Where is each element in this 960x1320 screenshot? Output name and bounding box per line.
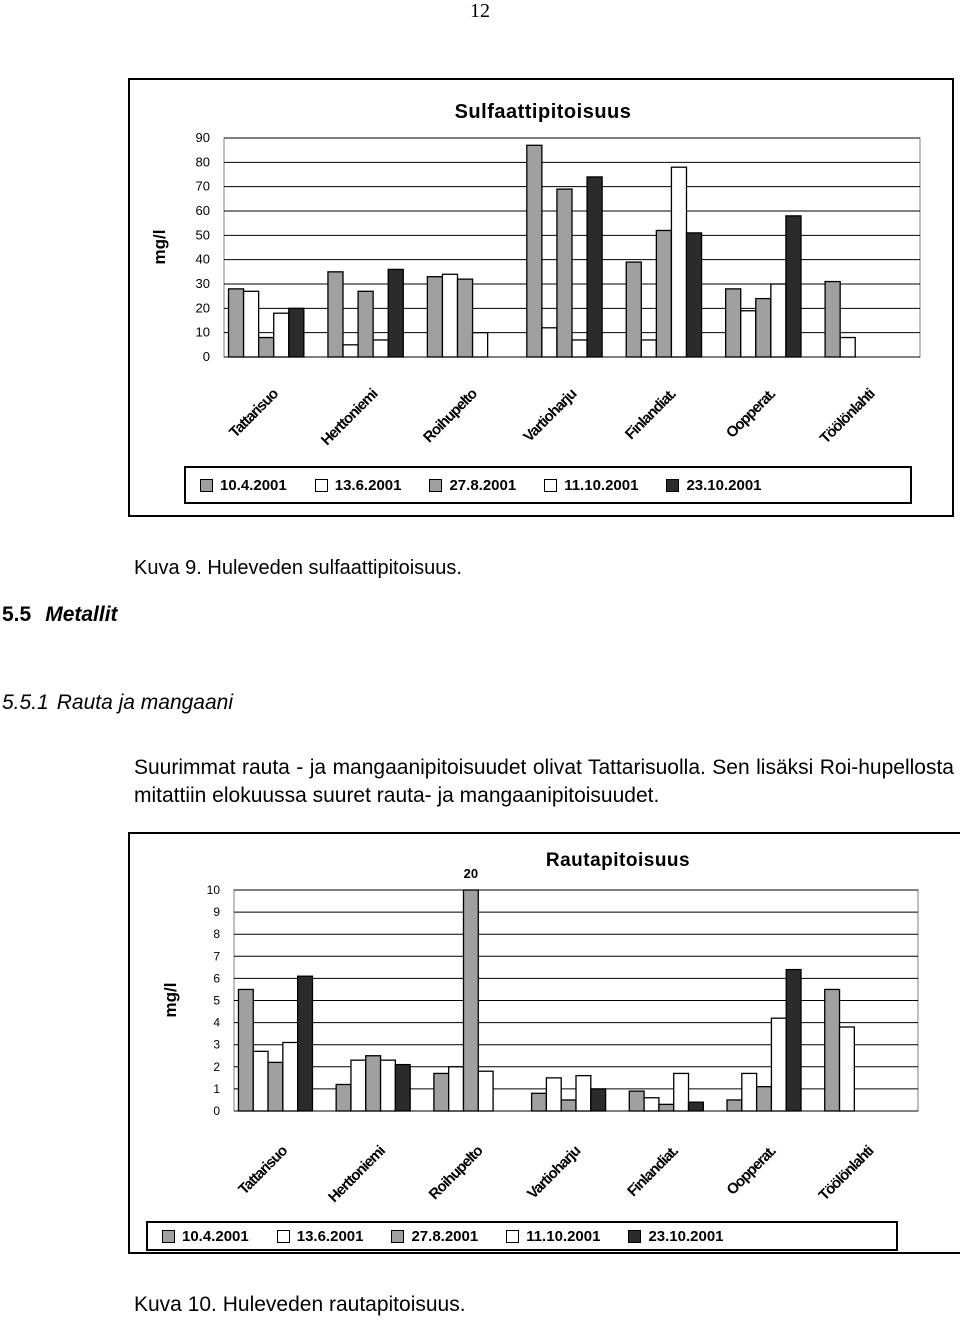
bar-tattarisuo-4	[289, 308, 304, 357]
subsection-number: 5.5.1	[2, 691, 49, 714]
bar-tattarisuo-2	[259, 338, 274, 357]
bar-finlandiat-2	[659, 1104, 674, 1111]
bar-vartioharju-0	[527, 145, 542, 357]
y-tick-label: 10	[206, 883, 220, 897]
sulfate-chart	[128, 78, 954, 517]
iron-chart	[128, 832, 960, 1254]
bar-herttoniemi-1	[343, 345, 358, 357]
bar-tattarisuo-4	[298, 976, 313, 1111]
bar-vartioharju-1	[546, 1078, 561, 1111]
bar-oopperat-3	[771, 1018, 786, 1111]
legend-item	[429, 477, 516, 494]
bar-oopperat-1	[742, 1073, 757, 1111]
bar-tlnlahti-0	[825, 282, 840, 357]
y-tick-label: 2	[213, 1059, 220, 1074]
category-label: Herttoniemi	[325, 1142, 389, 1206]
legend-label: 27.8.2001	[411, 1227, 479, 1245]
bar-roihupelto-0	[434, 1073, 449, 1111]
y-tick-label: 30	[195, 276, 210, 291]
bar-vartioharju-2	[557, 189, 572, 357]
legend-label: 11.10.2001	[526, 1227, 601, 1245]
category-label: Oopperat.	[723, 1142, 780, 1199]
bar-tattarisuo-0	[238, 989, 253, 1111]
y-tick-label: 80	[195, 154, 210, 170]
bar-vartioharju-3	[576, 1076, 591, 1111]
y-tick-label: 9	[213, 905, 220, 920]
y-tick-label: 70	[195, 178, 210, 194]
legend-label: 27.8.2001	[449, 476, 517, 494]
legend-item	[391, 1228, 478, 1245]
y-tick-label: 0	[202, 349, 210, 364]
bar-tattarisuo-2	[268, 1062, 283, 1111]
bar-tattarisuo-3	[274, 313, 289, 357]
bar-finlandiat-1	[641, 340, 656, 357]
bar-tattarisuo-1	[244, 291, 259, 357]
legend-item	[506, 1228, 600, 1245]
subsection-heading	[2, 691, 233, 715]
y-tick-label: 60	[195, 203, 210, 218]
bar-herttoniemi-0	[328, 272, 343, 357]
legend-label: 13.6.2001	[334, 476, 402, 494]
sulfate-chart-plot	[130, 80, 952, 515]
bar-vartioharju-4	[587, 177, 602, 357]
bar-roihupelto-0	[427, 277, 442, 357]
y-tick-label: 6	[213, 971, 220, 986]
y-tick-label: 50	[195, 227, 210, 243]
bar-roihupelto-2	[463, 890, 478, 1111]
bar-vartioharju-4	[591, 1089, 606, 1111]
legend-item	[315, 477, 402, 494]
chart-title: Rautapitoisuus	[545, 850, 691, 871]
y-tick-label: 90	[195, 130, 210, 145]
legend-swatch	[544, 479, 557, 492]
y-tick-label: 5	[213, 993, 220, 1008]
bar-finlandiat-1	[644, 1098, 659, 1111]
chart-title: Sulfaattipitoisuus	[454, 101, 632, 123]
legend-swatch	[200, 479, 213, 492]
iron-chart-legend	[146, 1221, 898, 1251]
legend-label: 13.6.2001	[296, 1227, 364, 1245]
figure-9-caption: Kuva 9. Huleveden sulfaattipitoisuus.	[134, 557, 462, 579]
bar-tattarisuo-0	[229, 289, 244, 357]
y-tick-label: 8	[213, 927, 220, 942]
legend-item	[200, 477, 287, 494]
legend-item	[544, 477, 638, 494]
bar-tlnlahti-0	[825, 989, 840, 1111]
bar-oopperat-4	[786, 216, 801, 357]
category-label: Tattarisuo	[235, 1142, 291, 1199]
y-tick-label: 0	[213, 1104, 220, 1118]
bar-finlandiat-0	[626, 262, 641, 357]
legend-swatch	[315, 479, 328, 492]
bar-finlandiat-3	[671, 167, 686, 357]
legend-swatch	[429, 479, 442, 492]
y-tick-label: 20	[195, 300, 210, 316]
category-label: Finlandiat.	[624, 1142, 682, 1201]
bar-herttoniemi-0	[336, 1084, 351, 1111]
category-label: Roihupelto	[420, 385, 481, 447]
legend-item	[628, 1228, 723, 1245]
subsection-title: Rauta ja mangaani	[56, 691, 234, 714]
bar-finlandiat-4	[686, 233, 701, 357]
y-tick-label: 1	[213, 1081, 220, 1096]
legend-item	[666, 477, 761, 494]
iron-chart-plot	[130, 834, 960, 1252]
legend-swatch	[391, 1230, 404, 1243]
bar-roihupelto-1	[442, 274, 457, 357]
bar-vartioharju-1	[542, 328, 557, 357]
bar-oopperat-2	[757, 1087, 772, 1111]
bar-oopperat-0	[727, 1100, 742, 1111]
category-label: Finlandiat.	[621, 385, 680, 444]
bar-tattarisuo-1	[253, 1051, 268, 1111]
category-label: Töölönlahti	[816, 385, 879, 448]
bar-vartioharju-3	[572, 340, 587, 357]
bar-oopperat-2	[756, 299, 771, 357]
bar-herttoniemi-2	[366, 1056, 381, 1111]
legend-item	[277, 1228, 364, 1245]
bar-tlnlahti-1	[840, 338, 855, 357]
bar-finlandiat-3	[674, 1073, 689, 1111]
sulfate-chart-legend	[184, 466, 912, 504]
bar-oopperat-3	[771, 284, 786, 357]
bar-vartioharju-0	[532, 1093, 547, 1111]
y-axis-label: mg/l	[161, 982, 180, 1018]
section-number: 5.5	[2, 603, 32, 626]
y-tick-label: 40	[195, 251, 210, 267]
category-label: Töölönlahti	[815, 1142, 877, 1205]
category-label: Vartioharju	[524, 1142, 584, 1203]
section-title: Metallit	[45, 603, 118, 626]
legend-swatch	[506, 1230, 519, 1243]
bar-roihupelto-3	[478, 1071, 493, 1111]
bar-herttoniemi-1	[351, 1060, 366, 1111]
bar-finlandiat-2	[656, 230, 671, 357]
category-label: Herttoniemi	[317, 385, 381, 449]
bar-finlandiat-4	[689, 1102, 704, 1111]
bar-value-annotation: 20	[463, 866, 479, 881]
page-number: 12	[470, 0, 490, 22]
bar-tlnlahti-1	[840, 1027, 855, 1111]
legend-swatch	[162, 1230, 175, 1243]
category-label: Roihupelto	[425, 1142, 486, 1204]
legend-label: 11.10.2001	[564, 476, 639, 494]
y-tick-label: 10	[195, 324, 210, 340]
bar-herttoniemi-4	[395, 1065, 410, 1111]
bar-herttoniemi-3	[381, 1060, 396, 1111]
legend-swatch	[277, 1230, 290, 1243]
legend-label: 23.10.2001	[648, 1227, 724, 1245]
y-tick-label: 4	[213, 1015, 220, 1030]
y-tick-label: 7	[213, 949, 220, 964]
bar-roihupelto-1	[449, 1067, 464, 1111]
legend-item	[162, 1228, 249, 1245]
bar-vartioharju-2	[561, 1100, 576, 1111]
y-tick-label: 3	[213, 1037, 220, 1052]
bar-herttoniemi-2	[358, 291, 373, 357]
bar-herttoniemi-3	[373, 340, 388, 357]
bar-oopperat-4	[786, 970, 801, 1111]
bar-herttoniemi-4	[388, 269, 403, 357]
legend-label: 23.10.2001	[686, 476, 762, 494]
bar-oopperat-0	[726, 289, 741, 357]
bar-roihupelto-3	[473, 333, 488, 357]
legend-swatch	[666, 479, 679, 492]
section-heading	[2, 603, 118, 627]
bar-finlandiat-0	[629, 1091, 644, 1111]
category-label: Tattarisuo	[226, 385, 282, 442]
bar-oopperat-1	[741, 311, 756, 357]
bar-roihupelto-2	[458, 279, 473, 357]
category-label: Vartioharju	[520, 385, 580, 446]
legend-swatch	[628, 1230, 641, 1243]
body-paragraph: Suurimmat rauta - ja mangaanipitoisuudet olivat Tattarisuolla. Sen lisäksi Roi-hupellosta mitattiin elokuussa suuret rauta- ja mangaanipitoisuudet.	[134, 756, 954, 807]
y-axis-label: mg/l	[150, 229, 169, 265]
figure-10-caption: Kuva 10. Huleveden rautapitoisuus.	[134, 1293, 466, 1316]
category-label: Oopperat.	[722, 385, 779, 442]
bar-tattarisuo-3	[283, 1042, 298, 1111]
legend-label: 10.4.2001	[182, 1227, 249, 1245]
legend-label: 10.4.2001	[220, 476, 287, 494]
